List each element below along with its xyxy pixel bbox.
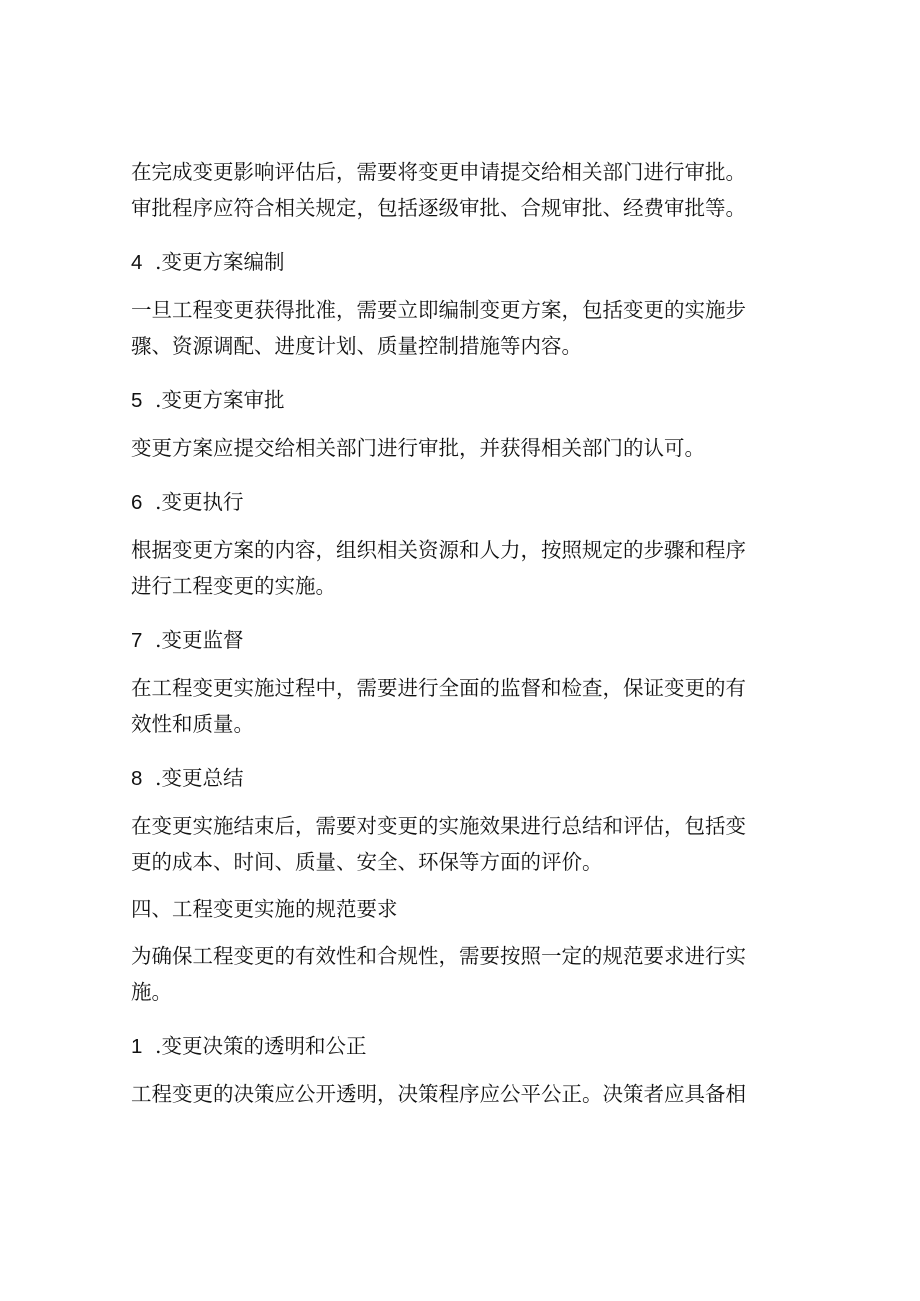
paragraph-line: 效性和质量。 <box>131 712 254 736</box>
heading-plan-approval <box>131 382 285 419</box>
section-title-implementation-requirements <box>131 891 791 927</box>
paragraph-line: 进行工程变更的实施。 <box>131 574 336 598</box>
paragraph-line: 骤、资源调配、进度计划、质量控制措施等内容。 <box>131 334 582 358</box>
heading-decision-transparency <box>131 1028 367 1065</box>
heading-summary <box>131 760 244 797</box>
paragraph-line: 在完成变更影响评估后，需要将变更申请提交给相关部门进行审批。 <box>131 160 746 184</box>
heading-number: 5 <box>131 389 143 412</box>
paragraph-line: 更的成本、时间、质量、安全、环保等方面的评价。 <box>131 850 603 874</box>
paragraph-line: 审批程序应符合相关规定，包括逐级审批、合规审批、经费审批等。 <box>131 196 746 220</box>
paragraph-line: 工程变更的决策应公开透明，决策程序应公平公正。决策者应具备相 <box>131 1082 746 1106</box>
paragraph-approval-submission <box>131 154 791 226</box>
paragraph-line: 根据变更方案的内容，组织相关资源和人力，按照规定的步骤和程序 <box>131 538 746 562</box>
heading-text: .变更方案审批 <box>155 388 285 412</box>
section-title-line: 四、工程变更实施的规范要求 <box>131 897 398 921</box>
heading-text: .变更决策的透明和公正 <box>155 1034 367 1058</box>
heading-text: .变更监督 <box>155 628 244 652</box>
heading-number: 1 <box>131 1035 143 1058</box>
heading-number: 8 <box>131 767 143 790</box>
heading-text: .变更方案编制 <box>155 250 285 274</box>
paragraph-decision-transparency <box>131 1076 791 1112</box>
heading-number: 7 <box>131 629 143 652</box>
paragraph-line: 为确保工程变更的有效性和合规性，需要按照一定的规范要求进行实 <box>131 944 746 968</box>
paragraph-line: 在变更实施结束后，需要对变更的实施效果进行总结和评估，包括变 <box>131 814 746 838</box>
heading-text: .变更执行 <box>155 490 244 514</box>
paragraph-supervision <box>131 670 791 742</box>
paragraph-requirements-intro <box>131 938 791 1010</box>
heading-plan-compilation <box>131 244 285 281</box>
heading-execution <box>131 484 244 521</box>
heading-supervision <box>131 622 244 659</box>
heading-number: 6 <box>131 491 143 514</box>
paragraph-summary <box>131 808 791 880</box>
paragraph-line: 一旦工程变更获得批准，需要立即编制变更方案，包括变更的实施步 <box>131 298 746 322</box>
heading-number: 4 <box>131 251 143 274</box>
paragraph-execution <box>131 532 791 604</box>
paragraph-line: 施。 <box>131 980 172 1004</box>
paragraph-plan-approval <box>131 430 791 466</box>
paragraph-plan-compilation <box>131 292 791 364</box>
paragraph-line: 变更方案应提交给相关部门进行审批，并获得相关部门的认可。 <box>131 436 705 460</box>
paragraph-line: 在工程变更实施过程中，需要进行全面的监督和检查，保证变更的有 <box>131 676 746 700</box>
heading-text: .变更总结 <box>155 766 244 790</box>
